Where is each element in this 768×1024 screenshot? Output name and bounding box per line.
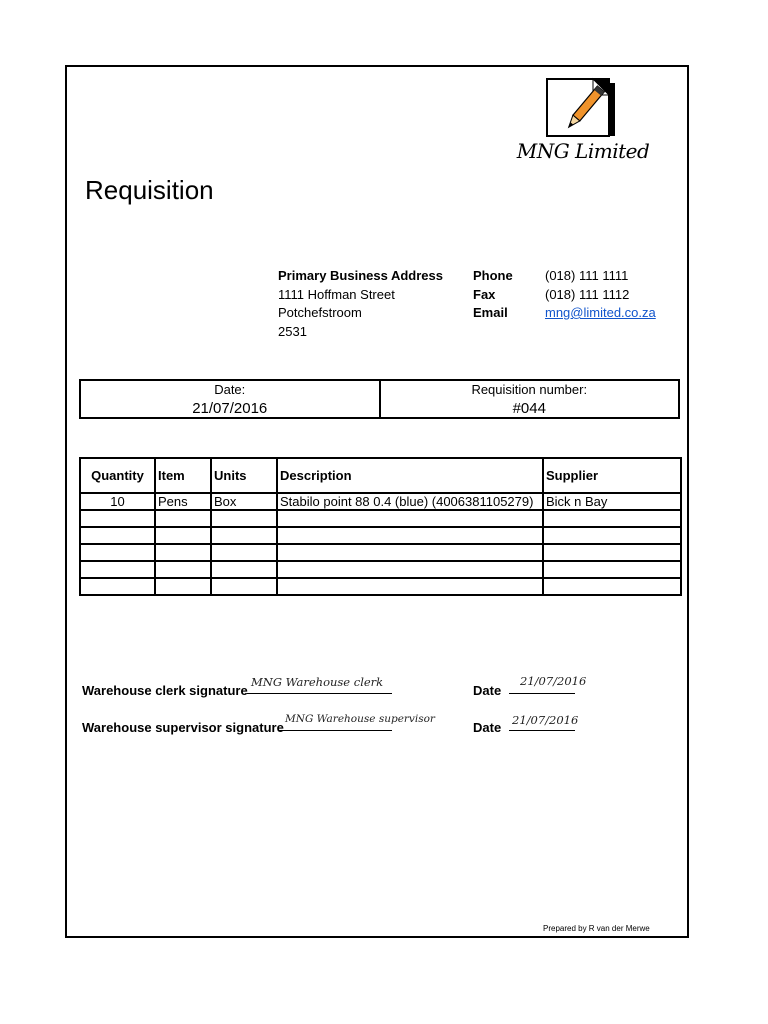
page-title: Requisition	[85, 175, 214, 205]
cell-units	[211, 544, 277, 561]
phone-label: Phone	[473, 268, 513, 283]
clerk-date-line	[509, 693, 575, 694]
clerk-date-label: Date	[473, 683, 502, 698]
cell-supplier	[543, 544, 681, 561]
cell-item	[155, 527, 211, 544]
date-label: Date:	[214, 382, 246, 397]
address-line: 2531	[278, 323, 307, 339]
requisition-form	[65, 65, 689, 938]
requisition-meta	[79, 379, 680, 419]
address-line: Potchefstroom	[278, 305, 362, 320]
req-number-cell	[379, 381, 679, 417]
cell-item	[155, 544, 211, 561]
req-number-label: Requisition number:	[471, 382, 588, 397]
cell-item	[155, 510, 211, 527]
cell-supplier	[543, 561, 681, 578]
date-cell	[81, 381, 379, 417]
cell-units	[211, 578, 277, 595]
header-item: Item	[155, 458, 211, 493]
cell-supplier: Bick n Bay	[543, 493, 681, 510]
cell-description	[277, 561, 543, 578]
cell-description	[277, 527, 543, 544]
clerk-signature-label: Warehouse clerk signature	[82, 683, 248, 698]
pencil-paper-icon	[545, 77, 625, 139]
cell-item: Pens	[155, 493, 211, 510]
cell-units	[211, 527, 277, 544]
header-quantity: Quantity	[80, 458, 155, 493]
address-heading: Primary Business Address	[278, 268, 443, 283]
email-link[interactable]: mng@limited.co.za	[545, 305, 656, 320]
table-row	[80, 510, 681, 527]
prepared-by-note: Prepared by R van der Merwe	[543, 924, 650, 933]
clerk-signature-line	[247, 693, 392, 694]
fax-value: (018) 111 1112	[545, 286, 630, 302]
supervisor-signature: MNG Warehouse supervisor	[285, 713, 435, 725]
table-row	[80, 578, 681, 595]
contact-block	[473, 267, 656, 323]
cell-quantity	[80, 544, 155, 561]
fax-label: Fax	[473, 286, 496, 302]
req-number-value: #044	[512, 400, 546, 417]
cell-supplier	[543, 527, 681, 544]
header-supplier: Supplier	[543, 458, 681, 493]
cell-quantity	[80, 561, 155, 578]
email-label: Email	[473, 305, 508, 320]
cell-quantity: 10	[80, 493, 155, 510]
business-address	[278, 267, 443, 341]
table-row	[80, 527, 681, 544]
phone-value: (018) 111 1111	[545, 268, 629, 283]
address-line: 1111 Hoffman Street	[278, 286, 395, 302]
header-units: Units	[211, 458, 277, 493]
cell-item	[155, 561, 211, 578]
cell-units: Box	[211, 493, 277, 510]
cell-units	[211, 561, 277, 578]
supervisor-signature-line	[279, 730, 392, 731]
items-table	[79, 457, 682, 596]
supervisor-signature-label: Warehouse supervisor signature	[82, 720, 284, 735]
cell-item	[155, 578, 211, 595]
cell-description: Stabilo point 88 0.4 (blue) (4006381105279)	[277, 493, 543, 510]
table-row	[80, 544, 681, 561]
supervisor-date: 21/07/2016	[512, 713, 579, 727]
clerk-signature: MNG Warehouse clerk	[251, 675, 384, 689]
cell-description	[277, 578, 543, 595]
cell-quantity	[80, 578, 155, 595]
date-value: 21/07/2016	[192, 400, 268, 417]
cell-units	[211, 510, 277, 527]
table-header-row	[80, 458, 681, 493]
supervisor-date-label: Date	[473, 720, 502, 735]
cell-supplier	[543, 510, 681, 527]
cell-quantity	[80, 527, 155, 544]
cell-description	[277, 510, 543, 527]
table-row	[80, 493, 681, 510]
clerk-date: 21/07/2016	[520, 674, 587, 688]
table-row	[80, 561, 681, 578]
supervisor-date-line	[509, 730, 575, 731]
cell-supplier	[543, 578, 681, 595]
cell-description	[277, 544, 543, 561]
cell-quantity	[80, 510, 155, 527]
brand-name: MNG Limited	[516, 139, 650, 163]
header-description: Description	[277, 458, 543, 493]
